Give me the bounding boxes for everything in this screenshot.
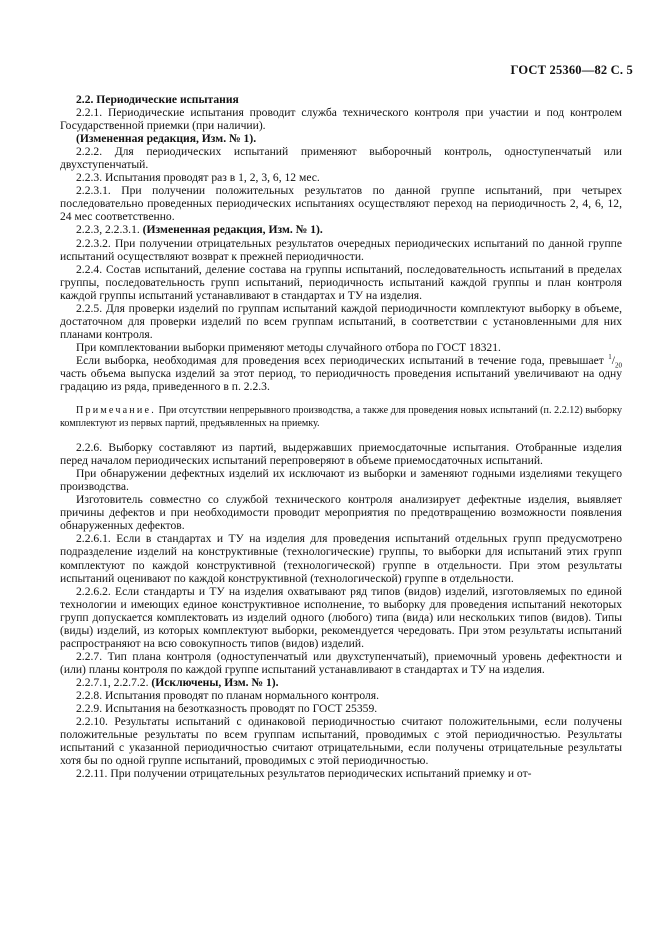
paragraph-2-2-2: 2.2.2. Для периодических испытаний применяют выборочный контроль, одноступенчатый или двухступенчатый.	[60, 145, 622, 172]
paragraph-ref: 2.2.7.1, 2.2.7.2.	[76, 675, 149, 689]
paragraph-defects: При обнаружении дефектных изделий их исключают из выборки и заменяют годными изделиями текущего производства.	[60, 467, 622, 494]
paragraph-2-2-10: 2.2.10. Результаты испытаний с одинаковой периодичностью считают положительными, если получены положительные результаты по всем группам испытаний, проводимых с этой периодичностью. Результаты испытаний с указанной периодичностью считают отрицательными, если получены отрицательные результаты хотя бы по одной группе испытаний, проводимых с этой периодичностью.	[60, 715, 622, 768]
amendment-note: (Измененная редакция, Изм. № 1).	[76, 132, 257, 146]
paragraph-2-2-1: 2.2.1. Периодические испытания проводит служба технического контроля при участии и под контролем Государственной приемки (при наличии).	[60, 106, 622, 133]
paragraph-analysis: Изготовитель совместно со службой технического контроля анализирует дефектные изделия, выявляет причины дефектов и при необходимости проводит мероприятия по предотвращению возможности появления обнаруженных дефектов.	[60, 493, 622, 533]
paragraph-excluded	[60, 676, 622, 689]
paragraph-2-2-7: 2.2.7. Тип плана контроля (одноступенчатый или двухступенчатый), приемочный уровень дефектности и (или) планы контроля по каждой группе испытаний устанавливают в стандартах и ТУ на изделия.	[60, 649, 622, 676]
paragraph-text: Если выборка, необходимая для проведения всех периодических испытаний в течение года, превышает	[76, 353, 604, 367]
section-heading: 2.2. Периодические испытания	[76, 93, 239, 106]
paragraph-2-2-3-2: 2.2.3.2. При получении отрицательных результатов очередных периодических испытаний по данной группе испытаний осуществляют возврат к прежней периодичности.	[60, 236, 622, 263]
note	[60, 404, 622, 430]
paragraph-sample-size	[60, 354, 622, 393]
paragraph-text: часть объема выпуска изделий за этот период, то периодичность проведения испытаний увеличивают на одну градацию из ряда, приведенного в п. 2.2.3.	[60, 366, 622, 394]
note-label: Примечание.	[76, 405, 156, 417]
paragraph-2-2-6-2: 2.2.6.2. Если стандарты и ТУ на изделия охватывают ряд типов (видов) изделий, изготовляемых по единой технологии и имеющих единое конструктивное исполнение, то выборку для проведения испытаний некоторых групп допускается комплектовать из изделий одного (любого) типа (вида) или нескольких типов (видов). Типы (виды) изделий, из которых комплектуют выборки, рекомендуется чередовать. При этом результаты испытаний распространяют на всю совокупность типов (видов) изделий.	[60, 584, 622, 650]
amendment-note: (Измененная редакция, Изм. № 1).	[142, 223, 323, 237]
paragraph-sampling: При комплектовании выборки применяют методы случайного отбора по ГОСТ 18321.	[76, 340, 501, 354]
paragraph-2-2-3: 2.2.3. Испытания проводят раз в 1, 2, 3, 6, 12 мес.	[76, 171, 320, 185]
paragraph-2-2-3-1: 2.2.3.1. При получении положительных результатов по данной группе испытаний, при четырех последовательно проведенных периодических испытаниях осуществляют переход на периодичность 2, 4, 6, 12, 24 мес соответственно.	[60, 184, 622, 224]
fraction: $^1/_{20}$	[608, 353, 622, 370]
paragraph-2-2-6: 2.2.6. Выборку составляют из партий, выдержавших приемосдаточные испытания. Отобранные изделия перед началом периодических испытаний перепроверяют в объеме приемосдаточных испытаний.	[60, 441, 622, 468]
paragraph-amend-2-2-3	[60, 223, 622, 236]
page-header: ГОСТ 25360—82 С. 5	[510, 63, 633, 77]
paragraph-2-2-5: 2.2.5. Для проверки изделий по группам испытаний каждой периодичности комплектуют выборку в объеме, достаточном для проверки изделий по всем группам испытаний, в соответствии с установленными для них планами контроля.	[60, 301, 622, 341]
paragraph-2-2-4: 2.2.4. Состав испытаний, деление состава на группы испытаний, последовательность испытаний в пределах группы, последовательность групп испытаний, периодичность испытаний каждой группы и план контроля каждой группы испытаний устанавливают в стандартах и ТУ на изделия.	[60, 262, 622, 302]
paragraph-2-2-11: 2.2.11. При получении отрицательных результатов периодических испытаний приемку и от-	[76, 767, 532, 781]
note-text: При отсутствии непрерывного производства, а также для проведения новых испытаний (п. 2.2.12) выборку комплектуют из первых партий, предъявленных на приемку.	[60, 405, 622, 430]
document-body	[60, 93, 622, 780]
amendment-note: (Исключены, Изм. № 1).	[151, 675, 279, 689]
paragraph-2-2-6-1: 2.2.6.1. Если в стандартах и ТУ на изделия для проведения испытаний отдельных групп предусмотрено подразделение изделий на конструктивные (технологические) группы, то выборки для испытаний этих групп комплектуют по каждой конструктивной (технологической) группе в отдельности. При этом результаты испытаний оценивают по каждой конструктивной (технологической) группе в отдельности.	[60, 532, 622, 585]
paragraph-2-2-8: 2.2.8. Испытания проводят по планам нормального контроля.	[76, 688, 380, 702]
paragraph-2-2-9: 2.2.9. Испытания на безотказность проводят по ГОСТ 25359.	[76, 702, 378, 716]
paragraph-ref: 2.2.3, 2.2.3.1.	[76, 223, 140, 237]
